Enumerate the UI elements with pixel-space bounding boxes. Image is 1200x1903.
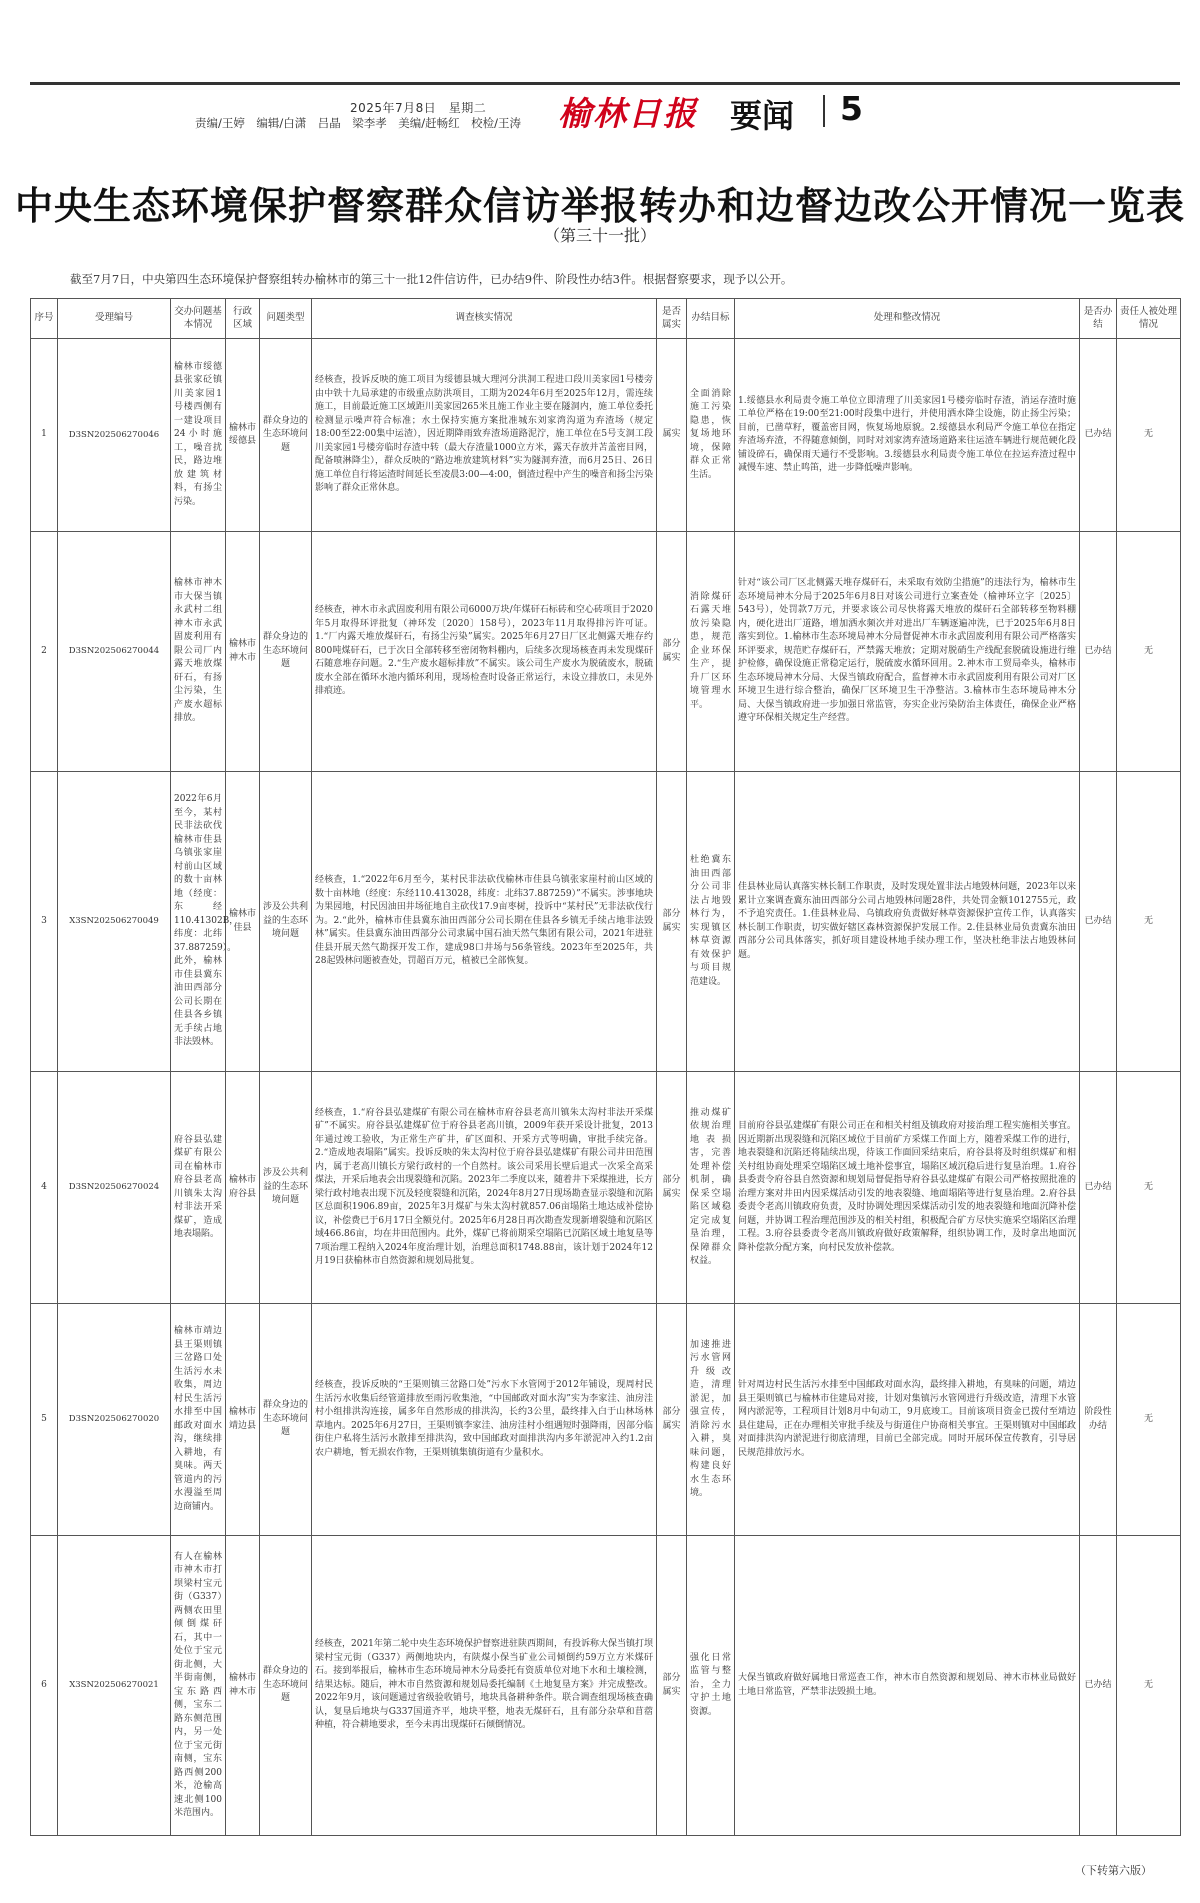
petition-table [30,298,1181,1836]
region: 榆林市靖边县 [226,1304,260,1536]
verified-status: 属实 [657,339,687,532]
continued-note: （下转第六版） [1075,1864,1152,1877]
closed-status: 已办结 [1080,339,1117,532]
closure-goal: 消除煤矸石露天堆放污染隐患，规范企业环保生产，提升厂区环境管理水平。 [687,532,735,772]
table-row [31,1072,1181,1304]
closed-status: 已办结 [1080,1536,1117,1836]
table-row [31,1304,1181,1536]
closure-goal: 杜绝冀东油田西部分公司非法占地毁林行为，实现镇区林草资源有效保护与项目规范建设。 [687,772,735,1072]
region: 榆林市绥德县 [226,339,260,532]
investigation-result: 经核查，投诉反映的“王渠则镇三岔路口处”污水下水管网于2012年铺设，现周村民生活污水收集后经管道排放至雨污收集池，“中国邮政对面水沟”实为李家洼、油房洼村小组排洪沟连接，属多年自然形成的排洪沟，长约3公里，最终排入白于山林场林草地内。2025年6月27日，王渠则镇李家洼、油房洼村小组遇短时强降雨，因部分临街住户私将生活污水散排至排洪沟，致中国邮政对面排洪沟内多年淤泥冲入约1.2亩农户耕地，暂无损农作物，王渠则镇集镇街道有少量积水。 [312,1304,657,1536]
row-number: 6 [31,1536,58,1836]
accountability: 无 [1117,532,1181,772]
row-number: 3 [31,772,58,1072]
accountability: 无 [1117,1072,1181,1304]
case-code: D3SN202506270046 [58,339,171,532]
closure-goal: 强化日常监管与整治，全力守护土地资源。 [687,1536,735,1836]
closed-status: 已办结 [1080,532,1117,772]
issue-description: 府谷县弘建煤矿有限公司在榆林市府谷县老高川镇朱太沟村非法开采煤矿，造成地表塌陷。 [171,1072,226,1304]
table-row [31,772,1181,1072]
issue-type: 群众身边的生态环境问题 [260,339,312,532]
col-header: 责任人被处理情况 [1117,299,1181,339]
accountability: 无 [1117,1304,1181,1536]
handling-measures: 佳县林业局认真落实林长制工作职责，及时发现处置非法占地毁林问题，2023年以来累计立案调查冀东油田西部分公司占地毁林问题28件，共处罚金额1012755元，政不予追究责任。1.佳县林业局、乌镇政府负责做好林草资源保护宣传工作，认真落实林长制工作职责，切实做好辖区森林资源保护发展工作。2.佳县林业局负责冀东油田西部分公司具体落实，抓好项目建设林地手续办理工作，坚决杜绝非法占地毁林问题。 [735,772,1080,1072]
col-header: 问题类型 [260,299,312,339]
col-header: 是否办结 [1080,299,1117,339]
table-header-row [31,299,1181,339]
case-code: D3SN202506270024 [58,1072,171,1304]
accountability: 无 [1117,339,1181,532]
page-subtitle: （第三十一批） [543,226,656,245]
issue-type: 涉及公共利益的生态环境问题 [260,1072,312,1304]
table-row [31,1536,1181,1836]
col-header: 是否属实 [657,299,687,339]
investigation-result: 经核查，2021年第二轮中央生态环境保护督察进驻陕西期间，有投诉称大保当镇打坝梁村宝元街（G337）两侧地块内，有陕煤小保当矿业公司倾倒约59万立方米煤矸石。接到举报后，榆林市生态环境局神木分局委托有资质单位对地下水和土壤检测，结果达标。随后，神木市自然资源和规划局委托编制《土地复垦方案》并完成整改。2022年9月，该问题通过省级验收销号，地块具备耕种条件。联合调查组现场核查确认，复垦后地块与G337国道齐平，地块平整，地表无煤矸石，且有部分杂草和苜蓿种植，符合耕地要求，至今未再出现煤矸石倾倒情况。 [312,1536,657,1836]
case-code: D3SN202506270044 [58,532,171,772]
issue-date: 2025年7月8日 星期二 [350,101,487,115]
verified-status: 部分属实 [657,1304,687,1536]
closure-goal: 推动煤矿依规治理地表损害，完善处理补偿机制，确保采空塌陷区域稳定完成复垦治理，保障群众权益。 [687,1072,735,1304]
closure-goal: 全面消除施工污染隐患，恢复场地环境，保障群众正常生活。 [687,339,735,532]
accountability: 无 [1117,1536,1181,1836]
verified-status: 部分属实 [657,772,687,1072]
verified-status: 部分属实 [657,1072,687,1304]
closure-goal: 加速推进污水管网升级改造，清理淤泥，加强宣传，消除污水入耕，臭味问题，构建良好水生态环境。 [687,1304,735,1536]
editor-credits: 责编/王婷 编辑/白潇 吕晶 梁李孝 美编/赶畅红 校检/王涛 [195,116,521,130]
row-number: 1 [31,339,58,532]
table-row [31,532,1181,772]
issue-type: 群众身边的生态环境问题 [260,1536,312,1836]
intro-paragraph: 截至7月7日，中央第四生态环境保护督察组转办榆林市的第三十一批12件信访件，已办结9件、阶段性办结3件。根据督察要求，现予以公开。 [70,272,793,286]
closed-status: 阶段性办结 [1080,1304,1117,1536]
handling-measures: 目前府谷县弘建煤矿有限公司正在和相关村组及镇政府对接治理工程实施相关事宜。因近期新出现裂缝和沉陷区域位于目前矿方采煤工作面上方，随着采煤工作的进行，地表裂缝和沉陷还将陆续出现，待该工作面回采结束后，府谷县将及时组织煤矿和相关村组协商处理采空塌陷区域土地补偿事宜，塌陷区域沉稳后进行复垦治理。1.府谷县委责令府谷县自然资源和规划局督促指导府谷县弘建煤矿有限公司严格按照批准的治理方案对井田内因采煤活动引发的地表裂缝、地面塌陷等进行复垦治理。2.府谷县委责令老高川镇政府负责，及时协调处理因采煤活动引发的地表裂缝和地面沉降补偿问题，并协调工程治理范围涉及的相关村组，积极配合矿方尽快实施采空塌陷区治理工程。3.府谷县委责令老高川镇政府做好政策解释，组织协调工作，及时拿出地面沉降补偿款分配方案，向村民发放补偿款。 [735,1072,1080,1304]
col-header: 行政区域 [226,299,260,339]
col-header: 处理和整改情况 [735,299,1080,339]
col-header: 交办问题基本情况 [171,299,226,339]
newspaper-logo: 榆林日报 [558,94,698,133]
issue-type: 涉及公共利益的生态环境问题 [260,772,312,1072]
verified-status: 部分属实 [657,532,687,772]
region: 榆林市神木市 [226,1536,260,1836]
handling-measures: 大保当镇政府做好属地日常巡查工作，神木市自然资源和规划局、神木市林业局做好土地日常监管，严禁非法毁损土地。 [735,1536,1080,1836]
issue-description: 有人在榆林市神木市打坝梁村宝元街（G337）两侧农田里倾倒煤矸石，其中一处位于宝元街北侧，大半街南侧，宝东路西侧，宝东二路东侧范围内，另一处位于宝元街南侧，宝东路西侧200米，沧榆高速北侧100米范围内。 [171,1536,226,1836]
handling-measures: 1.绥德县水利局责令施工单位立即清理了川美家园1号楼旁临时存渣，消运存渣时施工单位严格在19:00至21:00时段集中进行，并使用洒水降尘设施，防止扬尘污染；目前，已凿草籽，覆盖密目网，恢复场地原貌。2.绥德县水利局严令施工单位在指定弃渣场弃渣，不得随意倾倒，同时对刘家湾弃渣场道路来往运渣车辆进行规范硬化段铺设碎石，确保雨天通行不受影响。3.绥德县水利局责令施工单位在拉运弃渣过程中减慢车速、禁止鸣笛，进一步降低噪声影响。 [735,339,1080,532]
case-code: X3SN202506270049 [58,772,171,1072]
investigation-result: 经核查，1.“府谷县弘建煤矿有限公司在榆林市府谷县老高川镇朱太沟村非法开采煤矿”不属实。府谷县弘建煤矿位于府谷县老高川镇，2009年获开采设计批复，2013年通过竣工验收，为正常生产矿井，矿区面积、开采方式等明确，审批手续完备。2.“造成地表塌陷”属实。投诉反映的朱太沟村位于府谷县弘建煤矿有限公司井田范围内，属于老高川镇长方梁行政村的一个自然村。该公司采用长壁后退式一次采全高采煤法，开采后地表会出现裂缝和沉陷。2023年二季度以来，随着井下采煤推进，长方梁行政村地表出现下沉及轻度裂缝和沉陷，2024年8月27日现场勘查显示裂缝和沉陷区总面积1906.89亩，2025年3月煤矿与朱太沟村就857.06亩塌陷土地达成补偿协议，补偿费已于6月17日全额兑付。2025年6月28日再次勘查发现新增裂缝和沉陷区域466.86亩，均在井田范围内。此外，煤矿已将前期采空塌陷已沉陷区域土地复垦等7项治理工程纳入2024年度治理计划，治理总面积1748.88亩，该计划于2024年12月19日获榆林市自然资源和规划局批复。 [312,1072,657,1304]
row-number: 2 [31,532,58,772]
col-header: 序号 [31,299,58,339]
masthead [30,82,1180,144]
issue-description: 榆林市神木市大保当镇永武村二组神木市永武固废利用有限公司厂内露天堆放煤矸石，有扬尘污染，生产废水超标排放。 [171,532,226,772]
col-header: 调查核实情况 [312,299,657,339]
case-code: X3SN202506270021 [58,1536,171,1836]
page-title: 中央生态环境保护督察群众信访举报转办和边督边改公开情况一览表 [14,184,1185,228]
issue-description: 2022年6月至今，某村民非法砍伐榆林市佳县乌镇张家崖村前山区域的数十亩林地（经度：东经110.41302B，纬度：北纬37.887259）。此外，榆林市佳县冀东油田西部分公司长期在佳县各乡镇无手续占地非法毁林。 [171,772,226,1072]
col-header: 受理编号 [58,299,171,339]
region: 榆林市神木市 [226,532,260,772]
accountability: 无 [1117,772,1181,1072]
masthead-divider [823,95,825,127]
table-row [31,339,1181,532]
section-name: 要闻 [730,97,795,135]
handling-measures: 针对周边村民生活污水排至中国邮政对面水沟，最终排入耕地，有臭味的问题，靖边县王渠则镇已与榆林市住建局对接，计划对集镇污水管网进行升级改造，清理下水管网内淤泥等，工程项目计划8月中旬动工，9月底竣工。目前该项目资金已拨付至靖边县住建局，正在办理相关审批手续及与街道住户协商相关事宜。王渠则镇对中国邮政对面排洪沟内淤泥进行彻底清理，目前已全部完成。同时开展环保宣传教育，引导居民规范排放污水。 [735,1304,1080,1536]
region: 榆林市佳县 [226,772,260,1072]
region: 榆林市府谷县 [226,1072,260,1304]
handling-measures: 针对“该公司厂区北侧露天堆存煤矸石，未采取有效防尘措施”的违法行为，榆林市生态环境局神木分局于2025年6月8日对该公司进行立案查处（榆神环立字〔2025〕543号），处罚款7万元，并要求该公司尽快将露天堆放的煤矸石全部转移至物料棚内，硬化进出厂道路，增加洒水频次并对进出厂车辆逐遍冲洗，已于2025年6月8日落实到位。1.榆林市生态环境局神木分局督促神木市永武固废利用有限公司严格落实环评要求，规范贮存煤矸石，严禁露天堆放；定期对脱硝生产线配套脱硫设施进行维护检修，确保设施正常稳定运行，脱硫废水循环回用。2.神木市工贸局牵头，榆林市生态环境局神木分局、大保当镇政府配合，监督神木市永武固废利用有限公司对厂区环境卫生进行综合整治，确保厂区环境卫生干净整洁。3.榆林市生态环境局神木分局、大保当镇政府进一步加强日常监管，夯实企业污染防治主体责任，确保企业严格遵守环保相关规定生产经营。 [735,532,1080,772]
issue-type: 群众身边的生态环境问题 [260,532,312,772]
case-code: D3SN202506270020 [58,1304,171,1536]
closed-status: 已办结 [1080,1072,1117,1304]
col-header: 办结目标 [687,299,735,339]
row-number: 4 [31,1072,58,1304]
row-number: 5 [31,1304,58,1536]
issue-description: 榆林市靖边县王渠则镇三岔路口处生活污水未收集，周边村民生活污水排至中国邮政对面水沟，继续排入耕地，有臭味。两天管道内的污水漫溢至周边商铺内。 [171,1304,226,1536]
investigation-result: 经核查，1.“2022年6月至今，某村民非法砍伐榆林市佳县乌镇张家崖村前山区域的数十亩林地（经度：东经110.413028，纬度：北纬37.887259）”不属实。涉事地块为果园地，村民因油田井场征地自主砍伐17.9亩枣树，投诉中“某村民”无非法砍伐行为。2.“此外，榆林市佳县冀东油田西部分公司长期在佳县各乡镇无手续占地非法毁林”属实。佳县冀东油田西部分公司隶属中国石油天然气集团有限公司，2021年进驻佳县开展天然气勘探开发工作，建成98口井场与56条管线。2023年至2025年，共28起毁林问题被查处，罚超百万元，植被已全部恢复。 [312,772,657,1072]
investigation-result: 经核查，投诉反映的施工项目为绥德县城大理河分洪洞工程进口段川美家园1号楼旁由中铁十九局承建的市级重点防洪项目，工期为2024年6月至2025年12月，需连续施工，目前最近施工区域距川美家园265米且施工作业主要在隧洞内，施工单位委托检测显示噪声符合标准；水土保持实施方案批准城东刘家湾沟道为弃渣场（规定18:00至22:00集中运渣），因近期降雨致弃渣场道路泥泞，施工单位在5号支洞工段川美家园1号楼旁临时存渣中转（最大存渣量1000立方米，露天存放并苫盖密目网，配备喷淋降尘），群众反映的“路边堆放建筑材料”实为隧洞弃渣，而6月25日、26日施工单位自行将运渣时间延长至凌晨3:00—4:00，倒渣过程中产生的噪音和扬尘污染影响了群众正常休息。 [312,339,657,532]
investigation-result: 经核查，神木市永武固废利用有限公司6000万块/年煤矸石标砖和空心砖项目于2020年5月取得环评批复（神环发〔2020〕158号），2023年11月取得排污许可证。1.“厂内露天堆放煤矸石，有扬尘污染”属实。2025年6月27日厂区北侧露天堆存约800吨煤矸石，已于次日全部转移至密闭物料棚内，后续多次现场核查再未发现煤矸石随意堆存问题。2.“生产废水超标排放”不属实。该公司生产废水为脱硫废水，脱硫废水全部在循环水池内循环利用，现场检查时设备正常运行，未设立排放口，未见外排痕迹。 [312,532,657,772]
issue-type: 群众身边的生态环境问题 [260,1304,312,1536]
verified-status: 部分属实 [657,1536,687,1836]
page-number: 5 [840,89,863,128]
issue-description: 榆林市绥德县张家砭镇川美家园1号楼西侧有一建设项目24小时施工，噪音扰民，路边堆放建筑材料，有扬尘污染。 [171,339,226,532]
closed-status: 已办结 [1080,772,1117,1072]
